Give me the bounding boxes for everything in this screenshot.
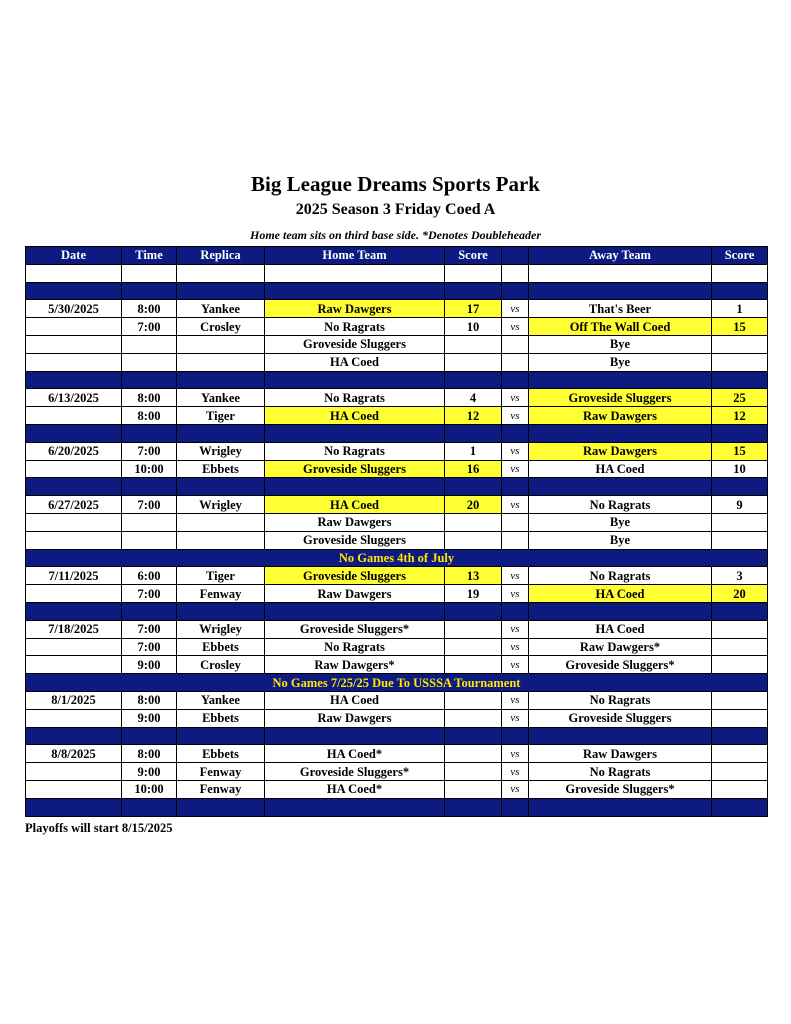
cell-vs: vs: [502, 567, 529, 585]
separator-cell: [122, 371, 177, 389]
separator-cell: [122, 478, 177, 496]
separator-cell: [445, 727, 502, 745]
cell-home-score: [445, 780, 502, 798]
separator-cell: [122, 727, 177, 745]
col-header-date: Date: [26, 247, 122, 265]
cell-away-score: [712, 335, 768, 353]
cell-replica: [177, 335, 265, 353]
game-row: [26, 496, 768, 514]
separator-cell: [26, 602, 122, 620]
game-row: [26, 638, 768, 656]
separator-row: [26, 282, 768, 300]
separator-cell: [529, 727, 712, 745]
separator-cell: [529, 798, 712, 816]
cell-away-team: Groveside Sluggers*: [529, 780, 712, 798]
cell-home-team: Groveside Sluggers: [265, 567, 445, 585]
cell-time: 8:00: [122, 389, 177, 407]
cell-away-team: Bye: [529, 513, 712, 531]
cell-date: 6/27/2025: [26, 496, 122, 514]
empty-cell: [445, 264, 502, 282]
empty-cell: [265, 264, 445, 282]
cell-away-team: Groveside Sluggers: [529, 709, 712, 727]
cell-vs: vs: [502, 407, 529, 425]
empty-cell: [177, 264, 265, 282]
cell-away-team: Raw Dawgers: [529, 407, 712, 425]
cell-replica: Crosley: [177, 656, 265, 674]
game-row: [26, 691, 768, 709]
separator-row: [26, 602, 768, 620]
cell-time: 8:00: [122, 745, 177, 763]
cell-date: [26, 780, 122, 798]
cell-home-score: [445, 638, 502, 656]
game-row: [26, 656, 768, 674]
cell-replica: Wrigley: [177, 442, 265, 460]
cell-home-team: Raw Dawgers*: [265, 656, 445, 674]
cell-vs: vs: [502, 638, 529, 656]
cell-away-team: Groveside Sluggers*: [529, 656, 712, 674]
game-row: [26, 709, 768, 727]
separator-cell: [712, 478, 768, 496]
separator-cell: [712, 424, 768, 442]
game-row: [26, 460, 768, 478]
cell-date: 7/11/2025: [26, 567, 122, 585]
separator-cell: [265, 727, 445, 745]
cell-vs: [502, 353, 529, 371]
separator-cell: [122, 424, 177, 442]
cell-replica: [177, 353, 265, 371]
separator-cell: [177, 424, 265, 442]
cell-away-score: 10: [712, 460, 768, 478]
cell-replica: Tiger: [177, 407, 265, 425]
cell-away-team: Bye: [529, 353, 712, 371]
separator-cell: [26, 798, 122, 816]
cell-date: [26, 353, 122, 371]
game-row: [26, 407, 768, 425]
cell-vs: [502, 513, 529, 531]
cell-home-team: Groveside Sluggers: [265, 460, 445, 478]
cell-replica: Wrigley: [177, 620, 265, 638]
cell-home-team: No Ragrats: [265, 318, 445, 336]
cell-home-team: Groveside Sluggers*: [265, 620, 445, 638]
col-header-away-team: Away Team: [529, 247, 712, 265]
cell-vs: vs: [502, 389, 529, 407]
cell-replica: Ebbets: [177, 745, 265, 763]
cell-vs: vs: [502, 709, 529, 727]
cell-away-team: No Ragrats: [529, 691, 712, 709]
separator-cell: [529, 282, 712, 300]
cell-vs: vs: [502, 763, 529, 781]
separator-cell: [502, 282, 529, 300]
separator-cell: [445, 478, 502, 496]
cell-time: [122, 513, 177, 531]
cell-away-score: 20: [712, 585, 768, 603]
separator-row: [26, 798, 768, 816]
cell-away-team: No Ragrats: [529, 496, 712, 514]
separator-cell: [177, 798, 265, 816]
cell-away-score: [712, 531, 768, 549]
cell-home-score: [445, 709, 502, 727]
separator-cell: [26, 371, 122, 389]
cell-home-score: [445, 531, 502, 549]
separator-cell: [177, 478, 265, 496]
cell-replica: Ebbets: [177, 460, 265, 478]
separator-row: [26, 727, 768, 745]
cell-date: 7/18/2025: [26, 620, 122, 638]
blank-row: [26, 264, 768, 282]
cell-replica: Ebbets: [177, 638, 265, 656]
cell-home-team: HA Coed: [265, 496, 445, 514]
game-row: [26, 335, 768, 353]
separator-cell: [177, 282, 265, 300]
cell-replica: Crosley: [177, 318, 265, 336]
cell-away-team: No Ragrats: [529, 567, 712, 585]
cell-away-team: Off The Wall Coed: [529, 318, 712, 336]
cell-replica: Fenway: [177, 763, 265, 781]
cell-away-score: 25: [712, 389, 768, 407]
game-row: [26, 300, 768, 318]
separator-cell: [265, 478, 445, 496]
separator-row: [26, 371, 768, 389]
cell-home-team: HA Coed*: [265, 780, 445, 798]
cell-date: [26, 763, 122, 781]
schedule-table: [25, 246, 768, 817]
cell-time: [122, 531, 177, 549]
cell-vs: vs: [502, 318, 529, 336]
empty-cell: [122, 264, 177, 282]
game-row: [26, 763, 768, 781]
cell-date: [26, 585, 122, 603]
schedule-note: Home team sits on third base side. *Denotes Doubleheader: [250, 228, 541, 242]
game-row: [26, 567, 768, 585]
cell-away-team: HA Coed: [529, 585, 712, 603]
cell-vs: vs: [502, 745, 529, 763]
cell-time: [122, 353, 177, 371]
cell-home-score: [445, 335, 502, 353]
cell-time: 10:00: [122, 780, 177, 798]
cell-away-score: [712, 638, 768, 656]
cell-away-score: [712, 709, 768, 727]
game-row: [26, 318, 768, 336]
separator-cell: [502, 371, 529, 389]
cell-away-score: [712, 780, 768, 798]
cell-time: 7:00: [122, 442, 177, 460]
separator-cell: [265, 371, 445, 389]
col-header-time: Time: [122, 247, 177, 265]
separator-cell: [265, 798, 445, 816]
cell-time: 8:00: [122, 300, 177, 318]
cell-away-score: [712, 656, 768, 674]
cell-date: [26, 709, 122, 727]
cell-home-score: 1: [445, 442, 502, 460]
separator-cell: [529, 602, 712, 620]
page-title: Big League Dreams Sports Park: [251, 172, 540, 196]
cell-vs: vs: [502, 585, 529, 603]
cell-vs: [502, 531, 529, 549]
col-header-vs: [502, 247, 529, 265]
cell-date: [26, 335, 122, 353]
notice-row: [26, 674, 768, 692]
separator-cell: [445, 602, 502, 620]
cell-away-team: No Ragrats: [529, 763, 712, 781]
separator-cell: [529, 424, 712, 442]
empty-cell: [712, 264, 768, 282]
separator-cell: [122, 602, 177, 620]
cell-home-team: No Ragrats: [265, 442, 445, 460]
cell-away-score: 15: [712, 442, 768, 460]
cell-time: 7:00: [122, 496, 177, 514]
cell-time: 7:00: [122, 585, 177, 603]
cell-time: 9:00: [122, 656, 177, 674]
cell-home-score: 19: [445, 585, 502, 603]
playoffs-note: Playoffs will start 8/15/2025: [25, 821, 173, 835]
cell-home-score: 10: [445, 318, 502, 336]
separator-row: [26, 424, 768, 442]
cell-away-team: Raw Dawgers*: [529, 638, 712, 656]
game-row: [26, 780, 768, 798]
cell-away-score: 3: [712, 567, 768, 585]
cell-vs: vs: [502, 496, 529, 514]
cell-home-score: [445, 656, 502, 674]
cell-vs: vs: [502, 780, 529, 798]
cell-time: 8:00: [122, 407, 177, 425]
cell-time: 7:00: [122, 620, 177, 638]
cell-home-team: HA Coed*: [265, 745, 445, 763]
col-header-home-team: Home Team: [265, 247, 445, 265]
cell-home-score: 17: [445, 300, 502, 318]
cell-away-team: Groveside Sluggers: [529, 389, 712, 407]
cell-time: 7:00: [122, 638, 177, 656]
cell-home-team: No Ragrats: [265, 389, 445, 407]
cell-vs: vs: [502, 442, 529, 460]
game-row: [26, 353, 768, 371]
cell-away-score: 15: [712, 318, 768, 336]
cell-home-team: Raw Dawgers: [265, 709, 445, 727]
separator-cell: [529, 371, 712, 389]
cell-vs: vs: [502, 620, 529, 638]
cell-home-team: HA Coed: [265, 353, 445, 371]
cell-time: 9:00: [122, 763, 177, 781]
cell-time: 8:00: [122, 691, 177, 709]
cell-date: [26, 656, 122, 674]
col-header-replica: Replica: [177, 247, 265, 265]
cell-home-team: No Ragrats: [265, 638, 445, 656]
cell-home-score: [445, 620, 502, 638]
separator-cell: [712, 798, 768, 816]
cell-vs: vs: [502, 300, 529, 318]
cell-home-team: Raw Dawgers: [265, 513, 445, 531]
cell-away-score: 12: [712, 407, 768, 425]
notice-text: No Games 4th of July: [26, 549, 768, 567]
cell-replica: Fenway: [177, 585, 265, 603]
separator-cell: [502, 602, 529, 620]
cell-date: [26, 513, 122, 531]
separator-cell: [445, 424, 502, 442]
game-row: [26, 513, 768, 531]
separator-cell: [502, 727, 529, 745]
cell-replica: Yankee: [177, 691, 265, 709]
separator-cell: [445, 282, 502, 300]
separator-cell: [177, 371, 265, 389]
cell-home-score: [445, 353, 502, 371]
cell-away-team: HA Coed: [529, 620, 712, 638]
game-row: [26, 389, 768, 407]
cell-vs: vs: [502, 460, 529, 478]
cell-replica: Wrigley: [177, 496, 265, 514]
separator-cell: [529, 478, 712, 496]
separator-cell: [177, 727, 265, 745]
separator-cell: [177, 602, 265, 620]
cell-home-team: Groveside Sluggers: [265, 531, 445, 549]
cell-away-score: [712, 620, 768, 638]
cell-away-score: [712, 691, 768, 709]
cell-replica: Tiger: [177, 567, 265, 585]
cell-vs: vs: [502, 656, 529, 674]
game-row: [26, 531, 768, 549]
separator-row: [26, 478, 768, 496]
cell-home-team: Raw Dawgers: [265, 585, 445, 603]
cell-away-score: [712, 745, 768, 763]
cell-date: [26, 460, 122, 478]
cell-away-team: Raw Dawgers: [529, 745, 712, 763]
separator-cell: [26, 282, 122, 300]
cell-home-team: Groveside Sluggers: [265, 335, 445, 353]
separator-cell: [712, 727, 768, 745]
cell-date: [26, 318, 122, 336]
cell-date: 6/20/2025: [26, 442, 122, 460]
cell-away-team: Bye: [529, 335, 712, 353]
table-header-row: [26, 247, 768, 265]
cell-away-score: [712, 513, 768, 531]
cell-replica: Ebbets: [177, 709, 265, 727]
cell-replica: [177, 531, 265, 549]
cell-date: 6/13/2025: [26, 389, 122, 407]
cell-home-team: HA Coed: [265, 407, 445, 425]
cell-home-score: 13: [445, 567, 502, 585]
cell-replica: Yankee: [177, 389, 265, 407]
cell-away-score: 9: [712, 496, 768, 514]
cell-time: 9:00: [122, 709, 177, 727]
separator-cell: [26, 478, 122, 496]
separator-cell: [445, 371, 502, 389]
cell-home-score: [445, 691, 502, 709]
separator-cell: [265, 424, 445, 442]
cell-time: 6:00: [122, 567, 177, 585]
cell-date: 8/1/2025: [26, 691, 122, 709]
cell-replica: [177, 513, 265, 531]
separator-cell: [445, 798, 502, 816]
cell-date: [26, 638, 122, 656]
cell-home-score: 4: [445, 389, 502, 407]
schedule-body: [26, 264, 768, 816]
cell-replica: Yankee: [177, 300, 265, 318]
cell-away-team: That's Beer: [529, 300, 712, 318]
empty-cell: [502, 264, 529, 282]
separator-cell: [265, 602, 445, 620]
cell-time: [122, 335, 177, 353]
cell-away-team: Raw Dawgers: [529, 442, 712, 460]
col-header-away-score: Score: [712, 247, 768, 265]
cell-home-team: Raw Dawgers: [265, 300, 445, 318]
game-row: [26, 620, 768, 638]
cell-vs: [502, 335, 529, 353]
empty-cell: [529, 264, 712, 282]
cell-away-team: HA Coed: [529, 460, 712, 478]
game-row: [26, 745, 768, 763]
separator-cell: [265, 282, 445, 300]
separator-cell: [712, 282, 768, 300]
cell-date: [26, 407, 122, 425]
cell-home-score: 12: [445, 407, 502, 425]
separator-cell: [712, 371, 768, 389]
cell-home-score: [445, 745, 502, 763]
separator-cell: [502, 478, 529, 496]
game-row: [26, 585, 768, 603]
cell-vs: vs: [502, 691, 529, 709]
separator-cell: [712, 602, 768, 620]
cell-date: 5/30/2025: [26, 300, 122, 318]
separator-cell: [122, 282, 177, 300]
cell-away-team: Bye: [529, 531, 712, 549]
cell-home-team: HA Coed: [265, 691, 445, 709]
cell-away-score: 1: [712, 300, 768, 318]
separator-cell: [502, 424, 529, 442]
cell-home-score: [445, 763, 502, 781]
cell-time: 10:00: [122, 460, 177, 478]
game-row: [26, 442, 768, 460]
cell-home-team: Groveside Sluggers*: [265, 763, 445, 781]
cell-away-score: [712, 763, 768, 781]
separator-cell: [26, 727, 122, 745]
col-header-home-score: Score: [445, 247, 502, 265]
cell-date: [26, 531, 122, 549]
cell-away-score: [712, 353, 768, 371]
cell-date: 8/8/2025: [26, 745, 122, 763]
notice-text: No Games 7/25/25 Due To USSSA Tournament: [26, 674, 768, 692]
separator-cell: [26, 424, 122, 442]
separator-cell: [502, 798, 529, 816]
cell-home-score: 20: [445, 496, 502, 514]
cell-home-score: 16: [445, 460, 502, 478]
empty-cell: [26, 264, 122, 282]
cell-replica: Fenway: [177, 780, 265, 798]
page-subtitle: 2025 Season 3 Friday Coed A: [295, 201, 496, 218]
notice-row: [26, 549, 768, 567]
cell-home-score: [445, 513, 502, 531]
cell-time: 7:00: [122, 318, 177, 336]
separator-cell: [122, 798, 177, 816]
